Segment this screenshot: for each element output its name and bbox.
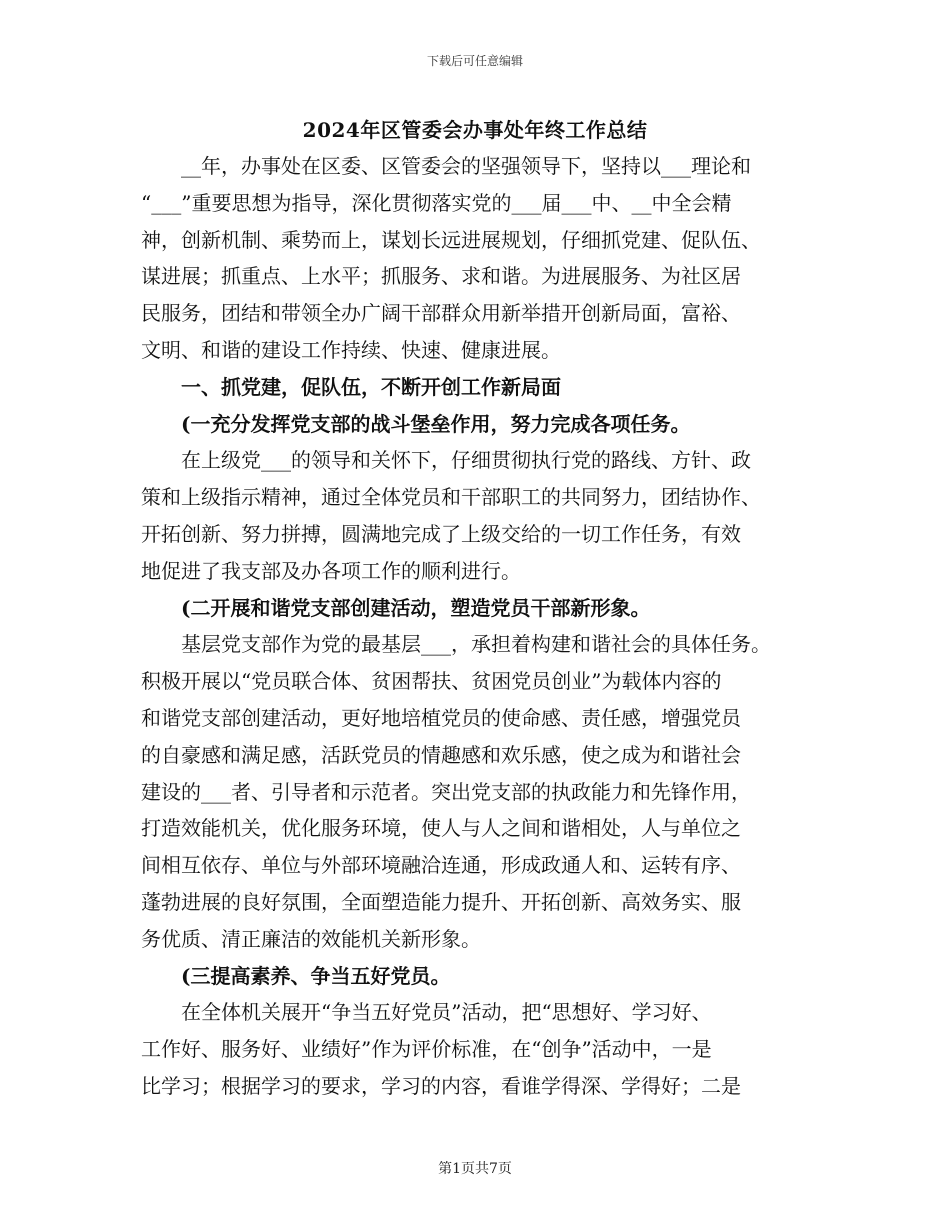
body-paragraph xyxy=(141,626,831,957)
text-line: 务优质、清正廉洁的效能机关新形象。 xyxy=(141,926,481,951)
text-line: 积极开展以“党员联合体、贫困帮扶、贫困党员创业”为载体内容的 xyxy=(141,669,722,694)
text-line: 民服务，团结和带领全办广阔干部群众用新举措开创新局面，富裕、 xyxy=(141,301,741,326)
body-paragraph xyxy=(141,442,831,589)
text-line: 比学习；根据学习的要求，学习的内容，看谁学得深、学得好；二是 xyxy=(141,1073,741,1098)
heading-line: (二开展和谐党支部创建活动，塑造党员干部新形象。 xyxy=(181,595,651,620)
body-paragraph xyxy=(141,994,831,1104)
header-note: 下载后可任意编辑 xyxy=(426,54,523,68)
text-line: __年，办事处在区委、区管委会的坚强领导下，坚持以___理论和 xyxy=(181,154,751,178)
text-line: 地促进了我支部及办各项工作的顺利进行。 xyxy=(141,558,521,583)
text-line: 在全体机关展开“争当五好党员”活动，把“思想好、学习好、 xyxy=(181,1000,712,1025)
text-line: 神，创新机制、乘势而上，谋划长远进展规划，仔细抓党建、促队伍、 xyxy=(141,227,761,252)
subsection-heading xyxy=(141,406,831,443)
text-line: 基层党支部作为党的最基层___，承担着构建和谐社会的具体任务。 xyxy=(181,632,771,657)
text-line: 工作好、服务好、业绩好”作为评价标准，在“创争”活动中，一是 xyxy=(141,1037,712,1062)
text-line: 在上级党___的领导和关怀下，仔细贯彻执行党的路线、方针、政 xyxy=(181,448,751,473)
text-line: 打造效能机关，优化服务环境，使人与人之间和谐相处，人与单位之 xyxy=(141,816,741,841)
text-line: 间相互依存、单位与外部环境融洽连通，形成政通人和、运转有序、 xyxy=(141,853,741,878)
text-line: 蓬勃进展的良好氛围，全面塑造能力提升、开拓创新、高效务实、服 xyxy=(141,889,741,914)
subsection-heading xyxy=(141,590,831,627)
heading-line: (三提高素养、争当五好党员。 xyxy=(181,963,451,988)
text-line: 的自豪感和满足感，活跃党员的情趣感和欢乐感，使之成为和谐社会 xyxy=(141,742,741,767)
subsection-heading xyxy=(141,958,831,995)
section-heading xyxy=(141,369,831,406)
text-line: 建设的___者、引导者和示范者。突出党支部的执政能力和先锋作用， xyxy=(141,779,751,804)
text-line: 文明、和谐的建设工作持续、快速、健康进展。 xyxy=(141,337,561,362)
text-line: “___”重要思想为指导，深化贯彻落实党的___届___中、__中全会精 xyxy=(141,190,732,215)
text-line: 开拓创新、努力拼搏，圆满地完成了上级交给的一切工作任务，有效 xyxy=(141,521,741,546)
document-title: 2024年区管委会办事处年终工作总结 xyxy=(302,118,648,142)
body-paragraph xyxy=(141,148,831,369)
document-body xyxy=(141,148,831,1105)
heading-line: 一、抓党建，促队伍，不断开创工作新局面 xyxy=(181,374,561,399)
page-footer: 第1页共7页 xyxy=(438,1161,512,1177)
heading-line: (一充分发挥党支部的战斗堡垒作用，努力完成各项任务。 xyxy=(181,411,691,436)
text-line: 策和上级指示精神，通过全体党员和干部职工的共同努力，团结协作、 xyxy=(141,485,761,510)
text-line: 和谐党支部创建活动，更好地培植党员的使命感、责任感，增强党员 xyxy=(141,705,741,730)
text-line: 谋进展；抓重点、上水平；抓服务、求和谐。为进展服务、为社区居 xyxy=(141,264,741,289)
